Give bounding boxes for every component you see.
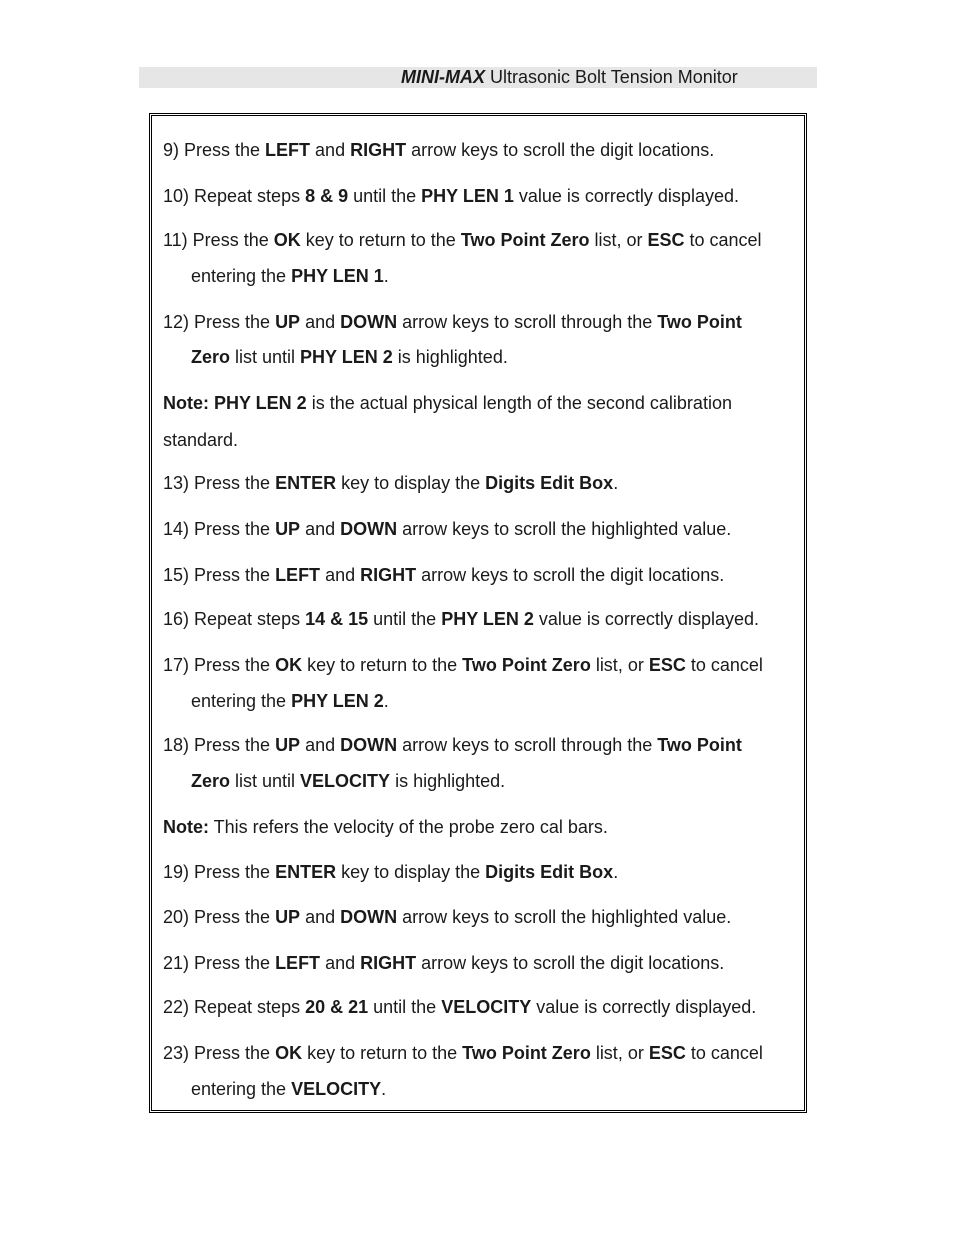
text: and: [320, 565, 361, 585]
bold-text: Two Point Zero: [462, 1043, 591, 1063]
text: .: [613, 473, 619, 493]
text: 9) Press the: [163, 140, 266, 160]
bold-text: 20 & 21: [305, 997, 369, 1017]
instruction-line: [163, 139, 714, 161]
text: 19) Press the: [163, 862, 276, 882]
text: key to return to the: [302, 1043, 463, 1063]
bold-text: DOWN: [340, 312, 398, 332]
text: 10) Repeat steps: [163, 186, 306, 206]
text: 20) Press the: [163, 907, 276, 927]
bold-text: UP: [275, 735, 301, 755]
text: 13) Press the: [163, 473, 276, 493]
text: and: [300, 735, 341, 755]
bold-text: Two Point: [657, 312, 742, 332]
bold-text: Two Point Zero: [460, 230, 590, 250]
text: value is correctly displayed.: [513, 186, 739, 206]
bold-text: UP: [275, 519, 301, 539]
instruction-line: [163, 654, 763, 676]
text: 22) Repeat steps: [163, 997, 306, 1017]
bold-text: PHY LEN 2: [291, 691, 384, 711]
text: and: [310, 140, 351, 160]
bold-text: ESC: [647, 230, 685, 250]
instruction-line: [191, 265, 389, 287]
text: .: [383, 691, 389, 711]
bold-text: Digits Edit Box: [485, 473, 614, 493]
text: 17) Press the: [163, 655, 276, 675]
bold-text: ENTER: [275, 473, 337, 493]
text: arrow keys to scroll the digit locations.: [416, 565, 725, 585]
bold-text: OK: [275, 1043, 303, 1063]
text: is the actual physical length of the second calibration: [306, 393, 732, 413]
header-title-text: Ultrasonic Bolt Tension Monitor: [485, 67, 738, 87]
text: until the: [348, 186, 422, 206]
text: list, or: [590, 655, 649, 675]
bold-text: PHY LEN 2: [441, 609, 534, 629]
instruction-line: [163, 906, 731, 928]
text: entering the: [191, 1079, 292, 1099]
text: and: [300, 519, 341, 539]
bold-text: DOWN: [340, 519, 398, 539]
text: .: [381, 1079, 387, 1099]
instruction-line: [163, 816, 608, 838]
text: list, or: [590, 1043, 649, 1063]
bold-text: UP: [275, 907, 301, 927]
bold-text: PHY LEN 2: [300, 347, 393, 367]
text: entering the: [191, 691, 292, 711]
bold-text: ESC: [648, 1043, 686, 1063]
bold-text: LEFT: [265, 140, 311, 160]
text: 23) Press the: [163, 1043, 276, 1063]
instruction-line: [191, 770, 505, 792]
text: .: [613, 862, 619, 882]
instruction-line: [163, 996, 756, 1018]
instruction-line: [163, 608, 759, 630]
bold-text: DOWN: [340, 735, 398, 755]
text: .: [383, 266, 389, 286]
instruction-line: [163, 861, 618, 883]
text: key to return to the: [300, 230, 461, 250]
bold-text: Digits Edit Box: [485, 862, 614, 882]
bold-text: VELOCITY: [300, 771, 391, 791]
text: is highlighted.: [392, 347, 508, 367]
instruction-line: [163, 472, 618, 494]
instruction-line: [191, 346, 508, 368]
text: until the: [368, 609, 442, 629]
bold-text: LEFT: [275, 565, 321, 585]
bold-text: DOWN: [340, 907, 398, 927]
bold-text: PHY LEN 1: [421, 186, 514, 206]
text: list until: [230, 771, 301, 791]
bold-text: RIGHT: [360, 953, 417, 973]
instruction-line: [163, 734, 742, 756]
text: arrow keys to scroll the highlighted value.: [397, 907, 732, 927]
bold-text: 8 & 9: [305, 186, 349, 206]
bold-text: OK: [273, 230, 301, 250]
instruction-line: [163, 185, 739, 207]
instruction-line: [163, 1042, 763, 1064]
instruction-line: [163, 229, 762, 251]
text: list until: [230, 347, 301, 367]
header-brand: MINI-MAX: [401, 67, 485, 87]
instruction-line: [191, 690, 389, 712]
bold-text: RIGHT: [360, 565, 417, 585]
text: 12) Press the: [163, 312, 276, 332]
header-title: [401, 67, 738, 88]
bold-text: PHY LEN 1: [291, 266, 384, 286]
bold-text: ENTER: [275, 862, 337, 882]
instruction-line: [163, 429, 238, 451]
text: arrow keys to scroll the digit locations.: [406, 140, 715, 160]
text: to cancel: [685, 655, 763, 675]
text: to cancel: [685, 1043, 763, 1063]
bold-text: 14 & 15: [305, 609, 369, 629]
text: This refers the velocity of the probe zero cal bars.: [209, 817, 608, 837]
bold-text: VELOCITY: [441, 997, 532, 1017]
text: and: [320, 953, 361, 973]
text: arrow keys to scroll through the: [397, 735, 658, 755]
text: key to display the: [336, 473, 486, 493]
bold-text: Note: PHY LEN 2: [163, 393, 307, 413]
text: arrow keys to scroll the digit locations.: [416, 953, 725, 973]
bold-text: Zero: [191, 771, 231, 791]
text: 18) Press the: [163, 735, 276, 755]
text: 16) Repeat steps: [163, 609, 306, 629]
text: 15) Press the: [163, 565, 276, 585]
text: entering the: [191, 266, 292, 286]
text: key to return to the: [302, 655, 463, 675]
bold-text: VELOCITY: [291, 1079, 382, 1099]
bold-text: UP: [275, 312, 301, 332]
text: is highlighted.: [390, 771, 506, 791]
text: 14) Press the: [163, 519, 276, 539]
text: arrow keys to scroll through the: [397, 312, 658, 332]
bold-text: ESC: [648, 655, 686, 675]
text: arrow keys to scroll the highlighted value.: [397, 519, 732, 539]
bold-text: OK: [275, 655, 303, 675]
text: and: [300, 907, 341, 927]
instruction-line: [163, 392, 732, 414]
instruction-line: [163, 518, 731, 540]
text: list, or: [589, 230, 648, 250]
bold-text: Two Point Zero: [462, 655, 591, 675]
instruction-line: [163, 952, 724, 974]
text: and: [300, 312, 341, 332]
bold-text: Zero: [191, 347, 231, 367]
text: to cancel: [684, 230, 762, 250]
bold-text: RIGHT: [350, 140, 407, 160]
text: standard.: [163, 430, 239, 450]
bold-text: LEFT: [275, 953, 321, 973]
instruction-line: [191, 1078, 386, 1100]
text: value is correctly displayed.: [531, 997, 757, 1017]
bold-text: Two Point: [657, 735, 742, 755]
instruction-line: [163, 564, 724, 586]
text: 11) Press the: [163, 230, 274, 250]
text: value is correctly displayed.: [533, 609, 759, 629]
bold-text: Note:: [163, 817, 209, 837]
text: key to display the: [336, 862, 486, 882]
text: 21) Press the: [163, 953, 276, 973]
instruction-line: [163, 311, 742, 333]
text: until the: [368, 997, 442, 1017]
